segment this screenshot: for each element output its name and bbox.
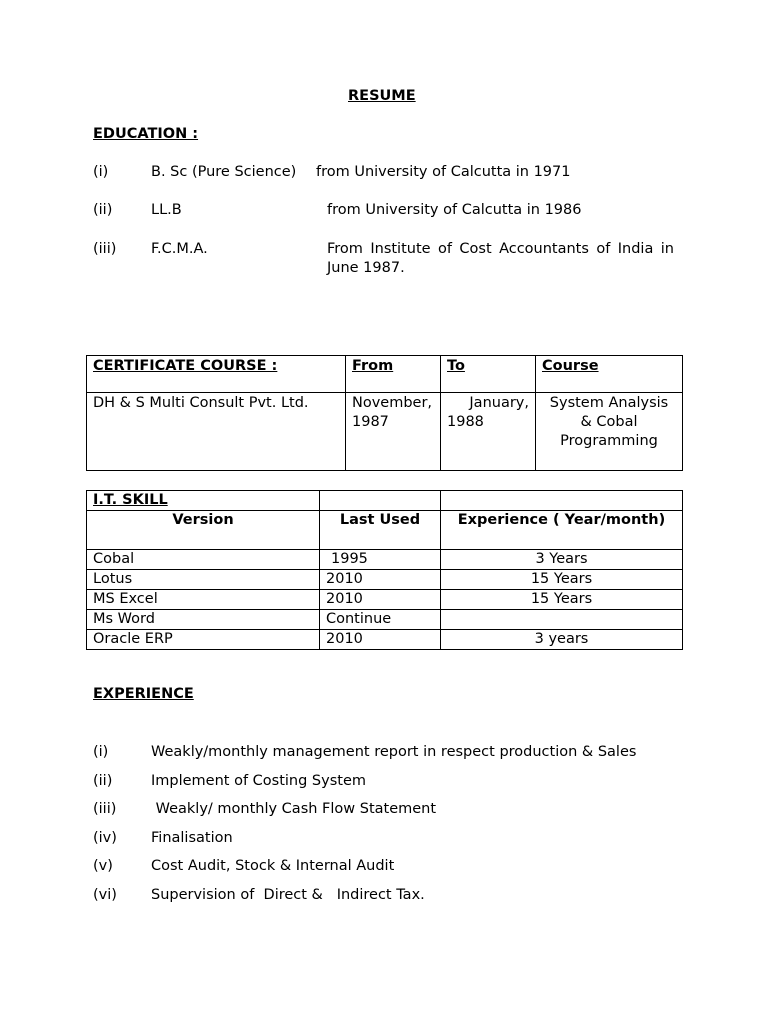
it-skill-title: I.T. SKILL	[87, 491, 320, 511]
it-skill-last-used: 2010	[320, 570, 441, 590]
experience-item-number: (vi)	[93, 887, 117, 903]
experience-item-number: (iv)	[93, 830, 117, 846]
it-skill-experience: 15 Years	[441, 590, 683, 610]
education-item-2-number: (ii)	[93, 202, 113, 218]
it-skill-name: MS Excel	[87, 590, 320, 610]
certificate-course-line2: & Cobal	[580, 414, 638, 430]
it-skill-title-empty-cell	[441, 491, 683, 511]
education-item-1-degree: B. Sc (Pure Science)	[151, 164, 297, 180]
education-heading: EDUCATION :	[93, 126, 199, 142]
it-skill-name: Ms Word	[87, 610, 320, 630]
experience-item-number: (v)	[93, 858, 113, 874]
table-row	[87, 630, 683, 650]
experience-item-text: Finalisation	[151, 830, 233, 846]
table-row	[87, 570, 683, 590]
table-row	[87, 610, 683, 630]
experience-item-text: Implement of Costing System	[151, 773, 367, 789]
certificate-from-year: 1987	[352, 414, 389, 430]
it-skill-last-used: 1995	[320, 550, 441, 570]
it-skill-experience: 3 years	[441, 630, 683, 650]
experience-item-number: (ii)	[93, 773, 113, 789]
experience-item-text: Cost Audit, Stock & Internal Audit	[151, 858, 395, 874]
certificate-provider: DH & S Multi Consult Pvt. Ltd.	[87, 393, 346, 471]
page-title: RESUME	[348, 88, 416, 104]
it-skill-title-row	[87, 491, 683, 511]
certificate-course-header: CERTIFICATE COURSE :	[87, 356, 346, 393]
it-skill-experience: 15 Years	[441, 570, 683, 590]
education-item-3-number: (iii)	[93, 241, 117, 257]
table-row	[87, 590, 683, 610]
it-skill-experience: 3 Years	[441, 550, 683, 570]
education-item-2-detail: from University of Calcutta in 1986	[327, 202, 582, 218]
education-item-1-detail: from University of Calcutta in 1971	[316, 164, 571, 180]
education-item-2-degree: LL.B	[151, 202, 182, 218]
it-skill-last-used: Continue	[320, 610, 441, 630]
certificate-to-month: January,	[469, 395, 529, 411]
it-skill-last-used-header: Last Used	[320, 511, 441, 550]
certificate-row	[87, 393, 683, 471]
certificate-course-line1: System Analysis	[549, 395, 669, 411]
it-skill-name: Oracle ERP	[87, 630, 320, 650]
certificate-header-row	[87, 356, 683, 393]
certificate-course-cell	[536, 393, 683, 471]
it-skill-last-used: 2010	[320, 630, 441, 650]
certificate-from-cell	[346, 393, 441, 471]
certificate-from-header: From	[346, 356, 441, 393]
certificate-course-column-header: Course	[536, 356, 683, 393]
certificate-course-line3: Programming	[560, 433, 658, 449]
it-skill-name: Lotus	[87, 570, 320, 590]
certificate-to-year: 1988	[447, 414, 484, 430]
certificate-from-month: November,	[352, 395, 433, 411]
education-item-3-detail-line2: June 1987.	[327, 260, 405, 276]
experience-heading: EXPERIENCE	[93, 686, 194, 702]
it-skill-experience-header: Experience ( Year/month)	[441, 511, 683, 550]
table-row	[87, 550, 683, 570]
certificate-table	[86, 355, 683, 471]
it-skill-experience	[441, 610, 683, 630]
experience-item-number: (i)	[93, 744, 109, 760]
certificate-to-header: To	[441, 356, 536, 393]
education-item-3-degree: F.C.M.A.	[151, 241, 208, 257]
education-item-3-detail-line1: From Institute of Cost Accountants of India in	[327, 241, 674, 257]
experience-item-number: (iii)	[93, 801, 117, 817]
experience-item-text: Weakly/monthly management report in respect production & Sales	[151, 744, 637, 760]
it-skill-name: Cobal	[87, 550, 320, 570]
experience-item-text: Supervision of Direct & Indirect Tax.	[151, 887, 425, 903]
it-skill-header-row	[87, 511, 683, 550]
it-skill-table	[86, 490, 683, 650]
it-skill-version-header: Version	[87, 511, 320, 550]
education-item-1-number: (i)	[93, 164, 109, 180]
experience-item-text: Weakly/ monthly Cash Flow Statement	[151, 801, 437, 817]
it-skill-title-empty-cell	[320, 491, 441, 511]
certificate-to-cell	[441, 393, 536, 471]
it-skill-last-used: 2010	[320, 590, 441, 610]
